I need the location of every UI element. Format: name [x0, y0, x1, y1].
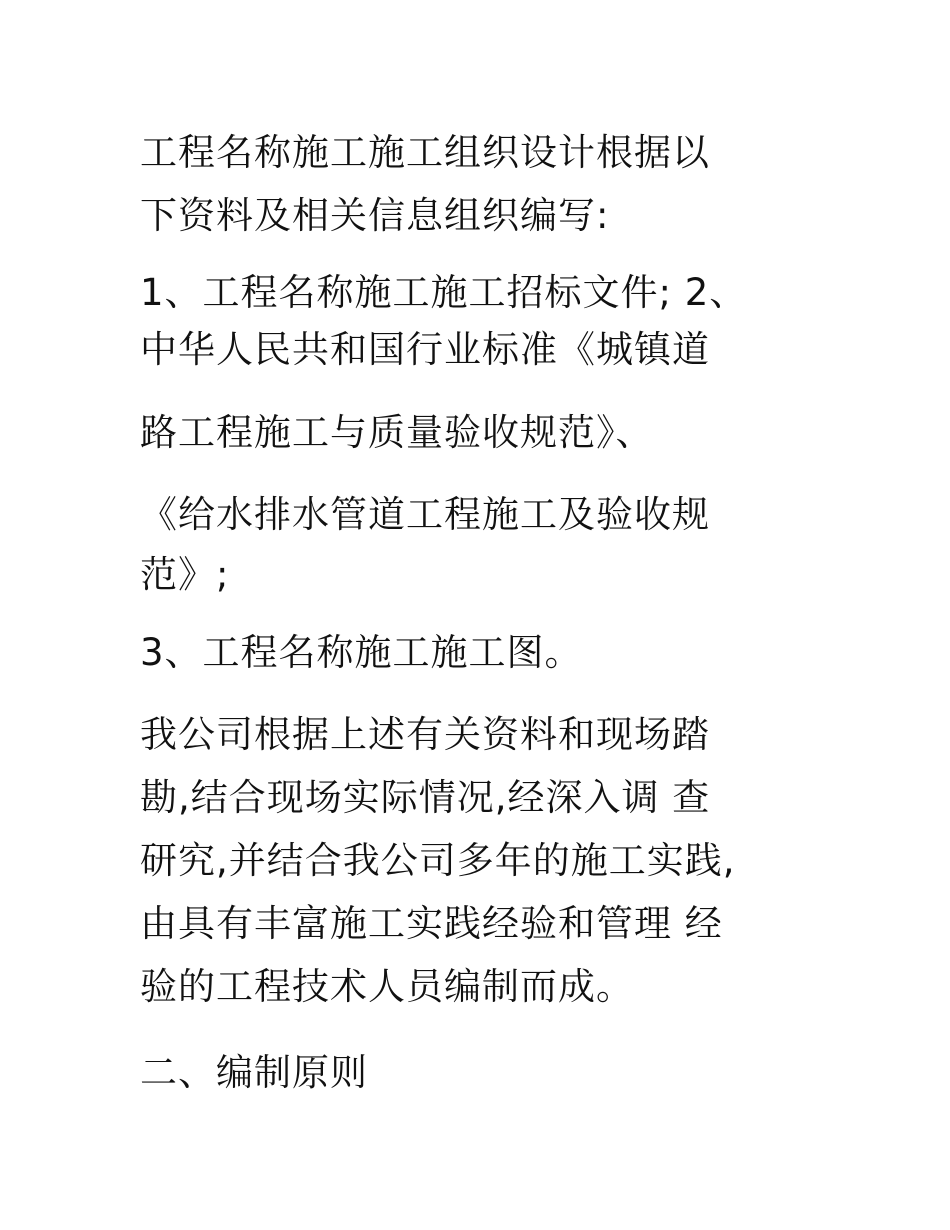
list-item-1-line-1: 1、工程名称施工施工招标文件; 2、	[140, 271, 748, 314]
paragraph-intro-line-1: 工程名称施工施工组织设计根据以	[140, 131, 710, 174]
list-item-2-line-2: 路工程施工与质量验收规范》、	[140, 411, 654, 454]
paragraph-summary-line-4: 由具有丰富施工实践经验和管理 经	[140, 902, 723, 945]
paragraph-intro-line-2: 下资料及相关信息组织编写:	[140, 194, 610, 237]
paragraph-summary-line-3: 研究,并结合我公司多年的施工实践,	[140, 839, 736, 882]
paragraph-summary-line-2: 勘,结合现场实际情况,经深入调 查	[140, 776, 711, 819]
list-item-3: 3、工程名称施工施工图。	[140, 631, 583, 674]
list-item-2-line-3: 《给水排水管道工程施工及验收规	[140, 493, 710, 536]
paragraph-summary-line-5: 验的工程技术人员编制而成。	[140, 965, 634, 1008]
list-item-2-line-4: 范》;	[140, 553, 230, 596]
list-item-2-line-1: 中华人民共和国行业标准《城镇道	[140, 328, 710, 371]
section-heading: 二、编制原则	[140, 1051, 368, 1094]
paragraph-summary-line-1: 我公司根据上述有关资料和现场踏	[140, 713, 710, 756]
